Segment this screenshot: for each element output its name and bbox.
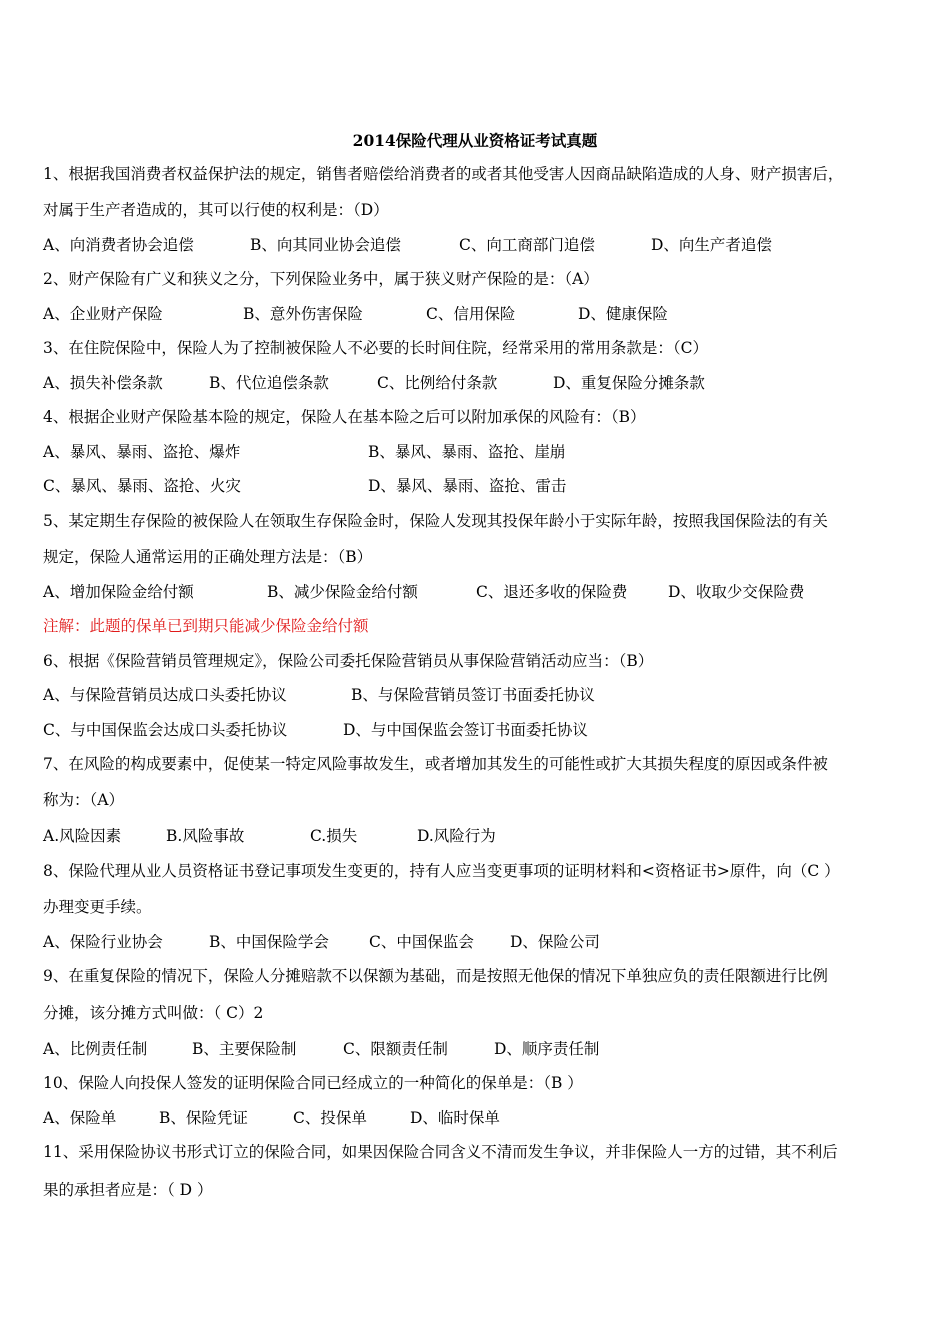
question-3-line-1: 3、在住院保险中，保险人为了控制被保险人不必要的长时间住院，经常采用的常用条款是：（C） xyxy=(43,339,708,357)
option-a: A、比例责任制 xyxy=(43,1040,148,1058)
option-b: B、意外伤害保险 xyxy=(243,305,363,323)
option-c: C、比例给付条款 xyxy=(377,374,498,392)
option-d: D、临时保单 xyxy=(410,1109,500,1127)
question-10-line-1: 10、保险人向投保人签发的证明保险合同已经成立的一种简化的保单是：（B ） xyxy=(43,1074,583,1092)
question-7-line-1: 7、在风险的构成要素中，促使某一特定风险事故发生，或者增加其发生的可能性或扩大其损失程度的原因或条件被 xyxy=(43,755,828,773)
option-a: A、损失补偿条款 xyxy=(43,374,163,392)
option-a: A、保险单 xyxy=(43,1109,117,1127)
option-c: C、向工商部门追偿 xyxy=(459,236,595,254)
option-a: A、向消费者协会追偿 xyxy=(43,236,194,254)
option-b: B、向其同业协会追偿 xyxy=(250,236,401,254)
option-c: C、限额责任制 xyxy=(343,1040,448,1058)
option-d: D.风险行为 xyxy=(417,827,496,845)
option-c: C、信用保险 xyxy=(426,305,516,323)
option-d: D、保险公司 xyxy=(510,933,600,951)
option-c: C、投保单 xyxy=(293,1109,367,1127)
option-d: D、收取少交保险费 xyxy=(668,583,805,601)
option-a: A、企业财产保险 xyxy=(43,305,163,323)
option-a: A、暴风、暴雨、盗抢、爆炸 xyxy=(43,443,241,461)
option-d: D、顺序责任制 xyxy=(494,1040,600,1058)
option-c: C、暴风、暴雨、盗抢、火灾 xyxy=(43,477,241,495)
option-d: D、与中国保监会签订书面委托协议 xyxy=(343,721,588,739)
question-1-line-2: 对属于生产者造成的，其可以行使的权利是：（D） xyxy=(43,201,389,219)
option-a: A、与保险营销员达成口头委托协议 xyxy=(43,686,287,704)
question-8-line-2: 办理变更手续。 xyxy=(43,898,152,916)
option-d: D、健康保险 xyxy=(578,305,668,323)
question-5-note: 注解：此题的保单已到期只能减少保险金给付额 xyxy=(43,617,369,635)
option-b: B、中国保险学会 xyxy=(209,933,329,951)
option-d: D、重复保险分摊条款 xyxy=(553,374,705,392)
question-2-line-1: 2、财产保险有广义和狭义之分，下列保险业务中，属于狭义财产保险的是：（A） xyxy=(43,270,599,288)
question-4-line-1: 4、根据企业财产保险基本险的规定，保险人在基本险之后可以附加承保的风险有：（B） xyxy=(43,408,646,426)
option-a: A、增加保险金给付额 xyxy=(43,583,194,601)
question-11-line-2: 果的承担者应是：（ D ） xyxy=(43,1181,213,1199)
option-b: B、保险凭证 xyxy=(159,1109,248,1127)
option-b: B、代位追偿条款 xyxy=(209,374,329,392)
option-b: B、减少保险金给付额 xyxy=(267,583,418,601)
question-5-line-1: 5、某定期生存保险的被保险人在领取生存保险金时，保险人发现其投保年龄小于实际年龄，按照我国保险法的有关 xyxy=(43,512,828,530)
option-c: C、退还多收的保险费 xyxy=(476,583,628,601)
question-8-line-1: 8、保险代理从业人员资格证书登记事项发生变更的，持有人应当变更事项的证明材料和<资格证书>原件，向（C ） xyxy=(43,862,840,880)
option-b: B.风险事故 xyxy=(166,827,245,845)
option-d: D、暴风、暴雨、盗抢、雷击 xyxy=(368,477,567,495)
option-a: A.风险因素 xyxy=(43,827,122,845)
question-6-line-1: 6、根据《保险营销员管理规定》，保险公司委托保险营销员从事保险营销活动应当：（B） xyxy=(43,652,654,670)
option-b: B、主要保险制 xyxy=(192,1040,297,1058)
option-c: C、与中国保监会达成口头委托协议 xyxy=(43,721,288,739)
question-7-line-2: 称为：（A） xyxy=(43,791,124,809)
option-b: B、与保险营销员签订书面委托协议 xyxy=(351,686,595,704)
option-d: D、向生产者追偿 xyxy=(651,236,772,254)
question-11-line-1: 11、采用保险协议书形式订立的保险合同，如果因保险合同含义不清而发生争议，并非保险人一方的过错，其不利后 xyxy=(43,1143,838,1161)
option-c: C.损失 xyxy=(310,827,358,845)
option-a: A、保险行业协会 xyxy=(43,933,163,951)
question-1-line-1: 1、根据我国消费者权益保护法的规定，销售者赔偿给消费者的或者其他受害人因商品缺陷造成的人身、财产损害后， xyxy=(43,165,844,183)
question-5-line-2: 规定，保险人通常运用的正确处理方法是：（B） xyxy=(43,548,373,566)
question-9-line-2: 分摊，该分摊方式叫做：（ C）2 xyxy=(43,1004,264,1022)
document-title: 2014保险代理从业资格证考试真题 xyxy=(352,131,598,150)
question-9-line-1: 9、在重复保险的情况下，保险人分摊赔款不以保额为基础，而是按照无他保的情况下单独应负的责任限额进行比例 xyxy=(43,967,828,985)
option-c: C、中国保监会 xyxy=(369,933,474,951)
option-b: B、暴风、暴雨、盗抢、崖崩 xyxy=(368,443,566,461)
